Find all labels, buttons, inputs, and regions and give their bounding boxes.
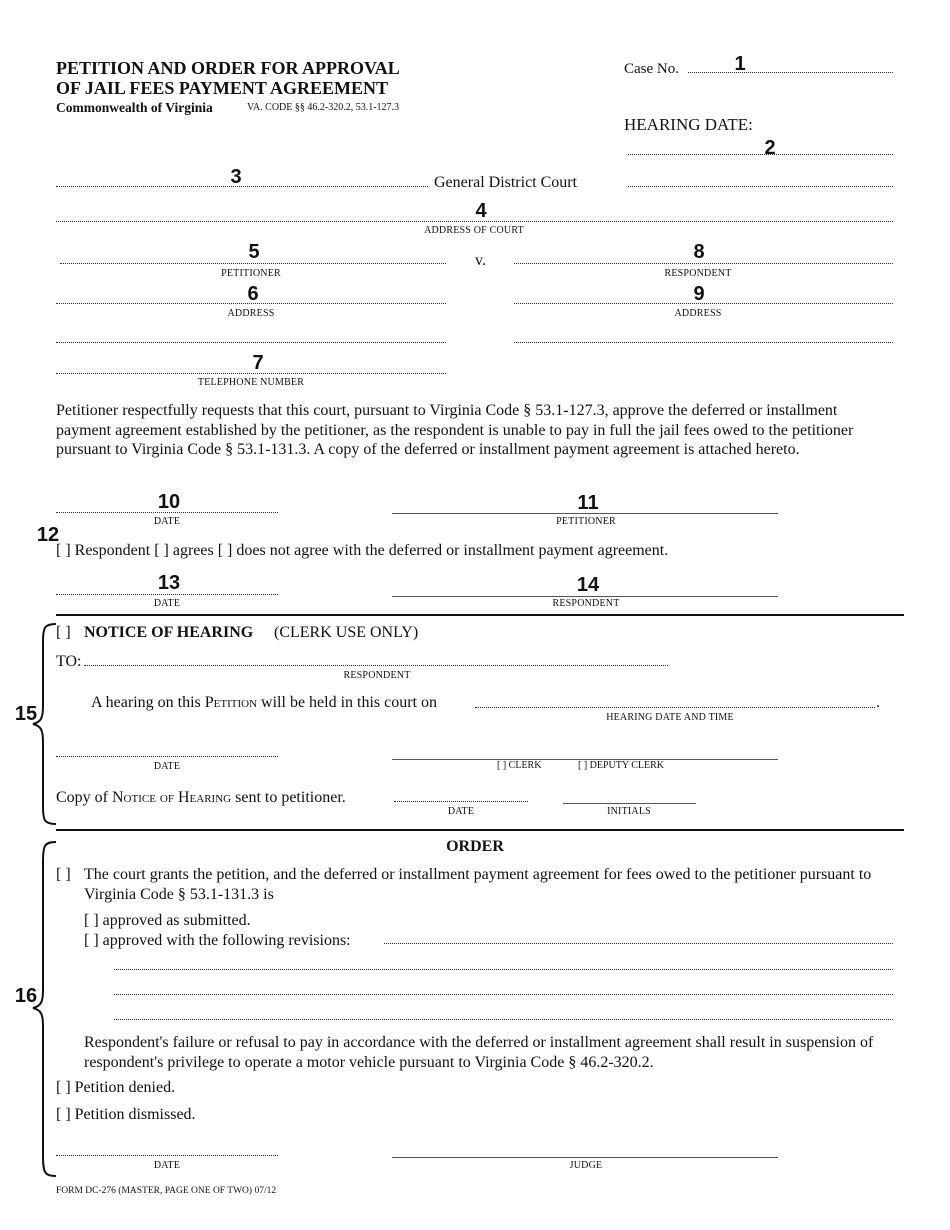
- telephone-caption: TELEPHONE NUMBER: [197, 377, 305, 388]
- notice-hearing-text: [91, 693, 437, 712]
- notice-heading-note: (CLERK USE ONLY): [274, 624, 419, 641]
- judge-caption: JUDGE: [569, 1160, 603, 1171]
- clerk-checkbox[interactable]: [ ] CLERK: [497, 760, 542, 771]
- respondent-signature-line[interactable]: [392, 596, 778, 597]
- hearing-text-prefix: A hearing on this: [91, 694, 205, 711]
- marker-12: 12: [36, 524, 60, 546]
- court-extra-field[interactable]: [628, 186, 893, 187]
- marker-11: 11: [577, 492, 599, 514]
- petition-denied-option[interactable]: [ ] Petition denied.: [56, 1079, 176, 1096]
- failure-text: Respondent's failure or refusal to pay in accordance with the deferred or installment agreement shall result in suspension of respondent's privilege to operate a motor vehicle pursuant to Virginia Code § 46.2-320.2.: [84, 1034, 874, 1071]
- notice-respondent-caption: RESPONDENT: [343, 670, 411, 681]
- marker-2: 2: [764, 137, 776, 159]
- petition-dismissed-option[interactable]: [ ] Petition dismissed.: [56, 1106, 196, 1123]
- marker-14: 14: [576, 574, 600, 596]
- copy-date-caption: DATE: [447, 806, 475, 817]
- copy-text-prefix: Copy of: [56, 789, 112, 806]
- copy-date-field[interactable]: [394, 801, 528, 802]
- form-title-line1: PETITION AND ORDER FOR APPROVAL: [56, 58, 400, 78]
- notice-date-caption: DATE: [153, 761, 181, 772]
- grant-text: The court grants the petition, and the deferred or installment payment agreement for fees owed to the petitioner pursuant to Virginia Code § 53.1-131.3 is: [84, 866, 872, 903]
- notice-to-label: TO:: [56, 653, 82, 670]
- hearing-datetime-caption: HEARING DATE AND TIME: [606, 712, 734, 723]
- marker-6: 6: [247, 283, 259, 305]
- respondent-date-caption: DATE: [153, 598, 181, 609]
- section-divider-notice: [56, 614, 904, 616]
- marker-10: 10: [157, 491, 181, 513]
- order-date-caption: DATE: [153, 1160, 181, 1171]
- respondent-address-line2[interactable]: [514, 342, 893, 343]
- hearing-text-word: Petition: [204, 694, 258, 711]
- marker-1: 1: [734, 53, 746, 75]
- revisions-field-1[interactable]: [384, 943, 893, 944]
- gdc-label: General District Court: [434, 174, 578, 191]
- hearing-date-field[interactable]: [628, 154, 893, 155]
- approved-submitted-option[interactable]: [ ] approved as submitted.: [84, 912, 251, 929]
- petitioner-name-field[interactable]: [60, 263, 446, 264]
- initials-caption: INITIALS: [607, 806, 651, 817]
- marker-13: 13: [157, 572, 181, 594]
- marker-9: 9: [693, 283, 705, 305]
- form-id: FORM DC-276 (MASTER, PAGE ONE OF TWO) 07/12: [56, 1186, 277, 1196]
- respondent-caption: RESPONDENT: [664, 268, 732, 279]
- hearing-text-suffix: will be held in this court on: [257, 694, 438, 711]
- petitioner-address-line2[interactable]: [56, 342, 446, 343]
- respondent-agreement-text[interactable]: [ ] Respondent [ ] agrees [ ] does not agree with the deferred or installment payment agreement.: [56, 542, 669, 559]
- court-address-caption: ADDRESS OF COURT: [424, 225, 524, 236]
- case-no-label: Case No.: [624, 61, 679, 77]
- copy-notice-text: [56, 788, 346, 807]
- commonwealth-label: Commonwealth of Virginia: [56, 100, 213, 115]
- revisions-field-4[interactable]: [114, 1019, 893, 1020]
- notice-date-field[interactable]: [56, 756, 278, 757]
- petitioner-signature-caption: PETITIONER: [556, 516, 616, 527]
- hearing-date-label: HEARING DATE:: [624, 115, 753, 134]
- notice-heading: NOTICE OF HEARING: [84, 624, 254, 641]
- case-no-field[interactable]: [688, 72, 893, 73]
- notice-checkbox[interactable]: [ ]: [56, 624, 71, 641]
- initials-line[interactable]: [563, 803, 696, 804]
- form-title-line2: OF JAIL FEES PAYMENT AGREEMENT: [56, 78, 389, 98]
- order-brace-icon: [30, 840, 58, 1178]
- hearing-period: .: [876, 694, 880, 711]
- marker-8: 8: [693, 241, 705, 263]
- marker-16: 16: [14, 985, 38, 1007]
- court-name-field[interactable]: [56, 186, 428, 187]
- hearing-datetime-field[interactable]: [475, 707, 875, 708]
- petition-date-caption: DATE: [153, 516, 181, 527]
- marker-7: 7: [252, 352, 264, 374]
- order-heading: ORDER: [446, 838, 504, 855]
- marker-4: 4: [475, 200, 487, 222]
- respondent-address-caption: ADDRESS: [674, 308, 722, 319]
- marker-5: 5: [248, 241, 260, 263]
- marker-15: 15: [14, 703, 38, 725]
- notice-to-field[interactable]: [84, 665, 668, 666]
- section-divider-order: [56, 829, 904, 831]
- respondent-date-field[interactable]: [56, 594, 278, 595]
- code-reference: VA. CODE §§ 46.2-320.2, 53.1-127.3: [247, 102, 400, 113]
- grant-checkbox[interactable]: [ ]: [56, 866, 71, 883]
- order-date-field[interactable]: [56, 1155, 278, 1156]
- copy-text-word: Notice of Hearing: [112, 789, 232, 806]
- revisions-field-3[interactable]: [114, 994, 893, 995]
- copy-text-suffix: sent to petitioner.: [231, 789, 346, 806]
- respondent-name-field[interactable]: [514, 263, 893, 264]
- judge-signature-line[interactable]: [392, 1157, 778, 1158]
- petitioner-caption: PETITIONER: [221, 268, 281, 279]
- telephone-field[interactable]: [56, 373, 446, 374]
- deputy-clerk-checkbox[interactable]: [ ] DEPUTY CLERK: [578, 760, 665, 771]
- revisions-field-2[interactable]: [114, 969, 893, 970]
- petitioner-address-caption: ADDRESS: [227, 308, 275, 319]
- respondent-signature-caption: RESPONDENT: [552, 598, 620, 609]
- marker-3: 3: [230, 166, 242, 188]
- approved-revisions-option[interactable]: [ ] approved with the following revisions:: [84, 932, 351, 949]
- versus-label: v.: [475, 252, 486, 269]
- petition-body: Petitioner respectfully requests that this court, pursuant to Virginia Code § 53.1-127.3, approve the deferred or installment payment agreement established by the petitioner, as the respondent is unable to pay in full the jail fees owed to the petitioner pursuant to Virginia Code § 53.1-131.3. A copy of the deferred or installment payment agreement is attached hereto.: [56, 402, 854, 458]
